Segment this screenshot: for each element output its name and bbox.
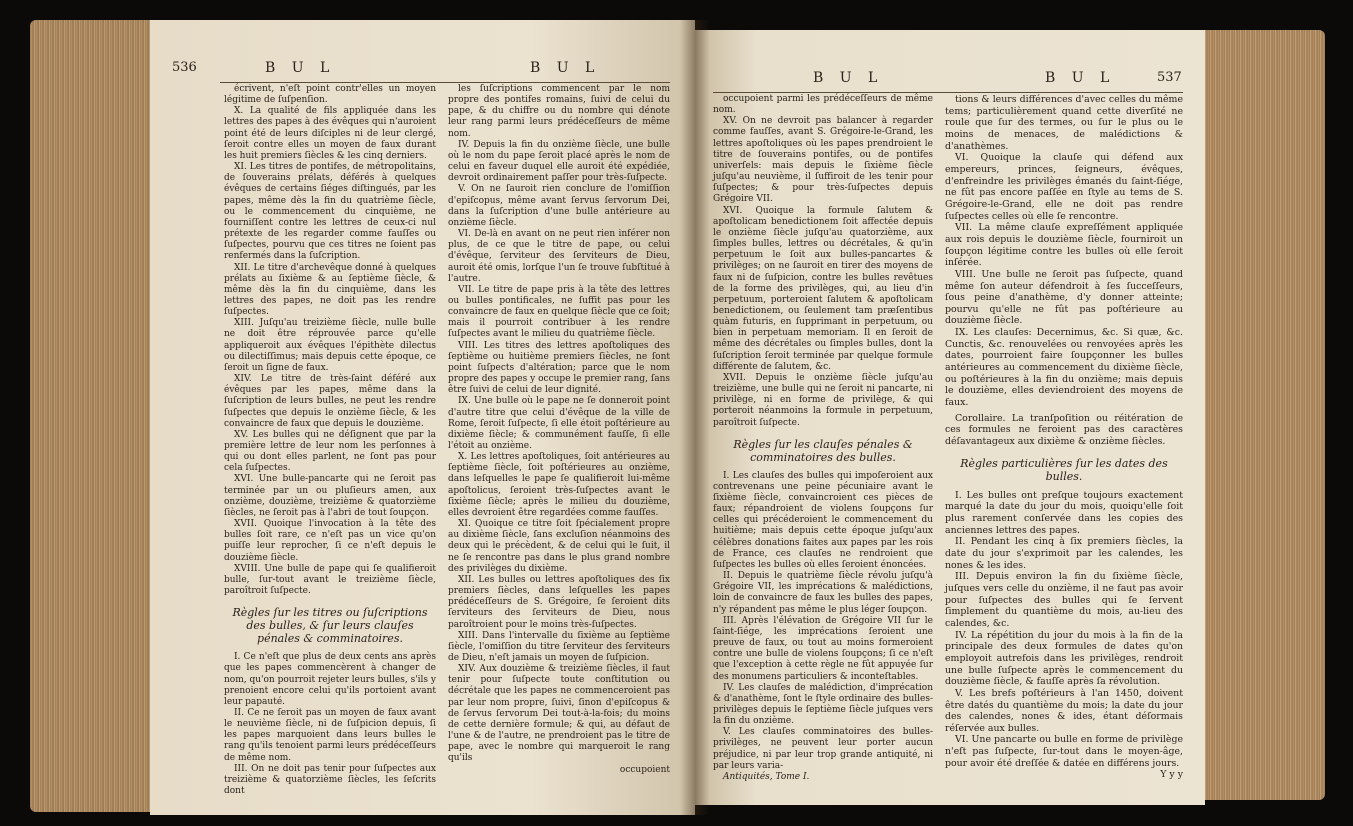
paragraph: les ſuſcriptions commencent par le nom propre des pontifes romains, ſuivi de celui du pape, & du chiffre ou du nombre qui dénote leur rang parmi leurs prédéceſſeurs de même nom.: [448, 84, 670, 139]
running-head: B U L: [265, 60, 336, 76]
paragraph: III. Après l'élévation de Grégoire VII ſur le ſaint-ſiége, les imprécations ſeroient une preuve de faux, ou tout au moins formeroient contre une bulle de violens ſoupçons; ſi ce n'eſt que l'exception à cette règle ne fût appuyée ſur des monumens particuliers & inconteſtables.: [713, 615, 933, 682]
paragraph: VII. Le titre de pape pris à la tête des lettres ou bulles pontificales, ne ſuffit pas pour les convaincre de faux en quelque ſiècle que ce ſoit; mais il pourroit contribuer à les rendre ſuſpectes avant le milieu du quatrième ſiècle.: [448, 284, 670, 340]
running-head: B U L: [1045, 70, 1116, 86]
paragraph: V. Les clauſes comminatoires des bulles-privilèges, ne peuvent leur porter aucun préjudice, ni par leur trop grande antiquité, ni par leurs varia-: [713, 727, 933, 771]
paragraph: XVI. Quoique la formule ſalutem & apoſtolicam benedictionem ſoit affectée depuis le onzième ſiècle juſqu'au quatorzième, aux ſimples bulles, lettres ou décrétales, & qu'in perpetuum le ſoit aux bulles-pancartes & privilèges; on ne ſauroit en tirer des moyens de faux ni de ſuſpicion, contre les bulles revêtues de la forme des privilèges, qui, au lieu d'in perpetuum, porteroient ſalutem & apoſtolicam benedictionem, ou ſeulement tam præſentibus quàm futuris, en ſupprimant in perpetuum, ou bien in perpetuam memoriam. Il en ſeroit de même des décrétales ou ſimples bulles, dont la ſuſcription ſeroit terminée par quelque formule différente de ſalutem, &c.: [713, 205, 933, 372]
paragraph: XVII. Depuis le onzième ſiècle juſqu'au treizième, une bulle qui ne ſeroit ni pancarte, ni privilège, ni en forme de privilège, & qui porteroit néanmoins la formule in perpetuum, paroîtroit ſuſpecte.: [713, 372, 933, 428]
paragraph: X. Les lettres apoſtoliques, ſoit antérieures au ſeptième ſiècle, ſoit poſtérieures au onzième, dans leſquelles le pape ſe qualifieroit lui-même apoſtolicus, ſeroient très-ſuſpectes avant le ſixième ſiècle; après le milieu du douzième, elles devroient être regardées comme fauſſes.: [448, 452, 670, 518]
left-page-edges: [30, 20, 150, 812]
paragraph: VIII. Les titres des lettres apoſtoliques des ſeptième ou huitième premiers ſiècles, ne ſont point ſuſpects d'altération; parce que le nom propre des papes y occupe le premier rang, ſans être ſuivi de celui de leur dignité.: [448, 340, 670, 396]
paragraph: occupoient parmi les prédéceſſeurs de même nom.: [713, 94, 933, 116]
right-page-edges: [1205, 30, 1325, 800]
paragraph: IV. Les clauſes de malédiction, d'imprécation & d'anathème, ſont le ſtyle ordinaire des bulles-privilèges depuis le ſeptième ſiècle juſques vers la fin du onzième.: [713, 682, 933, 727]
left-page: [150, 20, 695, 815]
running-head: B U L: [530, 60, 601, 76]
paragraph: V. Les brefs poſtérieurs à l'an 1450, doivent être datés du quantième du mois; la date du jour des calendes, nones & ides, étant déſormais réſervée aux bulles.: [945, 687, 1183, 734]
paragraph: XV. On ne devroit pas balancer à regarder comme fauſſes, avant S. Grégoire-le-Grand, les lettres apoſtoliques où les papes prendroient le titre de ſouverains pontifes, ou de pontifes univerſels: mais depuis le ſixième ſiècle juſqu'au neuvième, il ſuffiroit de les tenir pour ſuſpectes; & pour très-ſuſpectes depuis Grégoire VII.: [713, 116, 933, 205]
paragraph: IV. La répétition du jour du mois à la fin de la principale des deux formules de dates qu'on employoit autrefois dans les privilèges, rendroit une bulle ſuſpecte après le commencement du douzième ſiècle, & fauſſe après ſa révolution.: [945, 629, 1183, 688]
paragraph-group: [945, 94, 1183, 409]
paragraph: VIII. Une bulle ne ſeroit pas ſuſpecte, quand même ſon auteur défendroit à ſes ſucceſſeurs, ſous peine d'anathème, d'y donner atteinte; pourvu qu'elle ne fût pas poſtérieure au douzième ſiècle.: [945, 268, 1183, 327]
book-gutter: [680, 20, 710, 815]
paragraph-group: [713, 94, 933, 429]
paragraph: II. Depuis le quatrième ſiècle révolu juſqu'à Grégoire VII, les imprécations & malédictions, loin de convaincre de faux les bulles des papes, n'y répandent pas même le plus léger ſoupçon.: [713, 571, 933, 615]
section-heading: Règles ſur les titres ou ſuſcriptions des bulles, & ſur leurs clauſes pénales & comminatoires.: [232, 606, 428, 646]
paragraph: X. La qualité de fils appliquée dans les lettres des papes à des évêques qui n'auroient point été de leurs diſciples ni de leur clergé, ſeroit contre elles un moyen de faux durant les huit premiers ſiècles & les cinq derniers.: [224, 106, 436, 161]
head-rule: [220, 82, 670, 83]
paragraph: XII. Les bulles ou lettres apoſtoliques des ſix premiers ſiècles, dans leſquelles les papes prédéceſſeurs de S. Grégoire, ſe ſeroient dits ſerviteurs des ſerviteurs de Dieu, nous paroîtroient pour le moins très-ſuſpectes.: [448, 574, 670, 630]
head-rule: [713, 92, 1183, 93]
corollary: Corollaire. La tranſpoſition ou réitération de ces formules ne feroient pas des caractères déſavantageux aux dixième & onzième ſiècles.: [945, 412, 1183, 448]
paragraph-group: [945, 490, 1183, 770]
right-page: [695, 30, 1205, 805]
paragraph-group: [448, 84, 670, 765]
paragraph: III. Depuis environ la fin du ſixième ſiècle, juſques vers celle du onzième, il ne faut pas avoir pour ſuſpectes des bulles qui ſe ſervent ſimplement du quantième du mois, au-lieu des calendes, &c.: [945, 571, 1183, 629]
paragraph: XI. Quoique ce titre ſoit ſpécialement propre au dixième ſiècle, ſans excluſion néanmoins des deux qui le précèdent, & de celui qui le ſuit, il ne ſe rencontre pas dans le plus grand nombre des privilèges du dixième.: [448, 519, 670, 574]
paragraph: XIV. Aux douzième & treizième ſiècles, il faut tenir pour ſuſpecte toute conſtitution ou décrétale que les papes ne commenceroient pas par leur nom propre, ſuivi, ſinon d'epiſcopus & de ſervus ſervorum Dei tout-à-la-fois; du moins de cette dernière formule; & qui, au défaut de l'une & de l'autre, ne prendroient pas le titre de pape, avec le nombre qui marqueroit le rang qu'ils: [448, 664, 670, 764]
paragraph: XIII. Juſqu'au treizième ſiècle, nulle bulle ne doit être réprouvée parce qu'elle appliqueroit aux évêques l'épithète dilectus ou dilectiſſimus; mais depuis cette époque, ce ſeroit un ſigne de faux.: [224, 318, 436, 373]
paragraph: II. Ce ne ſeroit pas un moyen de faux avant le neuvième ſiècle, ni de ſuſpicion depuis, ſi les papes marquoient dans leurs bulles le rang qu'ils tenoient parmi leurs prédéceſſeurs de même nom.: [224, 707, 436, 763]
paragraph: III. On ne doit pas tenir pour ſuſpectes aux treizième & quatorzième ſiècles, les ſeſcrits dont: [224, 763, 436, 797]
paragraph: XVI. Une bulle-pancarte qui ne ſeroit pas terminée par un ou pluſieurs amen, aux onzième, douzième, treizième & quatorzième ſiècles, ne ſeroit pas à l'abri de tout ſoupçon.: [224, 474, 436, 518]
paragraph: écrivent, n'eſt point contr'elles un moyen légitime de ſuſpenſion.: [224, 84, 436, 106]
running-head: B U L: [813, 70, 884, 86]
paragraph: I. Les clauſes des bulles qui impoſeroient aux contrevenans une peine pécuniaire avant le ſixième ſiècle, convaincroient ces pièces de faux; répandroient de violens ſoupçons ſur celles qui précéderoient le commencement du huitième; mais depuis cette époque juſqu'aux célèbres donations faites aux papes par les rois de France, ces clauſes ne rendroient que ſuſpectes les bulles où elles ſeroient énoncées.: [713, 470, 933, 570]
left-column-2: [448, 84, 670, 804]
page-footer: Antiquités, Tome I.: [723, 771, 810, 782]
paragraph: XI. Les titres de pontifes, de métropolitains, de ſouverains prélats, déférés à quelques évêques de certains ſiéges diſtingués, par les papes, même dès la fin du quatrième ſiècle, ou le commencement du cinquième, ne fourniſſent contre les lettres de ceux-ci nul prétexte de les regarder comme fauſſes ou ſuſpectes, pourvu que ces titres ne ſoient pas renfermés dans la ſuſcription.: [224, 162, 436, 262]
paragraph: I. Ce n'eſt que plus de deux cents ans après que les papes commencèrent à changer de nom, qu'on pourroit rejeter leurs bulles, s'ils y prenoient encore celui qu'ils portoient avant leur papauté.: [224, 652, 436, 707]
signature-mark: Y y y: [1160, 769, 1183, 781]
paragraph: VI. De-là en avant on ne peut rien inférer non plus, de ce que le titre de pape, ou celui d'évêque, ſerviteur des ſerviteurs de Dieu, auroit été omis, lorſque l'un ſe trouve ſubſtitué à l'autre.: [448, 229, 670, 284]
paragraph-group: [224, 84, 436, 597]
paragraph: I. Les bulles ont preſque toujours exactement marqué la date du jour du mois, quoiqu'elle ſoit plus rarement conſervée dans les copies des anciennes lettres des papes.: [945, 489, 1183, 536]
page-number: 537: [1157, 70, 1182, 85]
paragraph: VI. Quoique la clauſe qui défend aux empereurs, princes, ſeigneurs, évêques, d'enfreindre les privilèges émanés du ſaint-ſiége, ne fût pas encore paſſée en ſtyle au tems de S. Grégoire-le-Grand, elle ne doit pas rendre ſuſpectes celles où elle ſe rencontre.: [945, 152, 1183, 222]
paragraph: VI. Une pancarte ou bulle en forme de privilège n'eſt pas ſuſpecte, ſur-tout dans le moyen-âge, pour avoir été dreſſée & datée en différens jours.: [945, 734, 1183, 769]
paragraph: IV. Depuis la fin du onzième ſiècle, une bulle où le nom du pape ſeroit placé après le nom de celui en faveur duquel elle auroit été expédiée, devroit ordinairement paſſer pour très-ſuſpecte.: [448, 139, 670, 184]
paragraph: IX. Les clauſes: Decernimus, &c. Si quæ, &c. Cunctis, &c. renouvelées ou renvoyées après les dates, pourroient faire ſoupçonner les bulles antérieures au commencement du dixième ſiècle, ou poſtérieures à la fin du onzième; mais depuis le douzième, elles deviendroient des moyens de faux.: [945, 327, 1183, 409]
paragraph: XIV. Le titre de très-ſaint déféré aux évêques par les papes, même dans la ſuſcription de leurs bulles, ne peut les rendre ſuſpectes que depuis le onzième ſiècle, & les convaincre de faux que depuis le douzième.: [224, 374, 436, 429]
paragraph: VII. La même clauſe expreſſément appliquée aux rois depuis le douzième ſiècle, fourniroit un ſoupçon légitime contre les bulles où elle ſeroit inſérée.: [945, 222, 1183, 269]
paragraph: tions & leurs différences d'avec celles du même tems; particulièrement quand cette diverſité ne roule que ſur des termes, ou ſur le plus ou le moins de menaces, de malédictions & d'anathèmes.: [945, 94, 1183, 152]
page-number: 536: [172, 60, 197, 75]
paragraph: V. On ne ſauroit rien conclure de l'omiſſion d'epiſcopus, même avant ſervus ſervorum Dei, dans la ſuſcription d'une bulle antérieure au onzième ſiècle.: [448, 184, 670, 228]
paragraph-group: [713, 471, 933, 772]
paragraph: XV. Les bulles qui ne déſignent que par la première lettre de leur nom les perſonnes à qui ou dont elles parlent, ne ſont pas pour cela ſuſpectes.: [224, 429, 436, 474]
right-column-2: [945, 94, 1183, 794]
paragraph: XVII. Quoique l'invocation à la tête des bulles ſoit rare, ce n'eſt pas un vice qu'on puiſſe leur reprocher, ſi ce n'eſt depuis le douzième ſiècle.: [224, 519, 436, 563]
section-heading: Règles particulières ſur les dates des bulles.: [960, 456, 1168, 483]
paragraph: XVIII. Une bulle de pape qui ſe qualifieroit bulle, ſur-tout avant le treizième ſiècle, paroîtroit ſuſpecte.: [224, 563, 436, 597]
left-column-1: [224, 84, 436, 804]
paragraph: XIII. Dans l'intervalle du ſixième au ſeptième ſiècle, l'omiſſion du titre ſerviteur des ſerviteurs de Dieu, n'eſt jamais un moyen de ſuſpicion.: [448, 630, 670, 663]
paragraph: II. Pendant les cinq à ſix premiers ſiècles, la date du jour s'exprimoit par les calendes, les nones & les ides.: [945, 536, 1183, 571]
catchword: occupoient: [619, 764, 670, 775]
paragraph-group: [224, 652, 436, 797]
paragraph: IX. Une bulle où le pape ne ſe donneroit point d'autre titre que celui d'évêque de la ville de Rome, ſeroit ſuſpecte, ſi elle étoit poſtérieure au dixième ſiècle; & communément fauſſe, ſi elle l'étoit au onzième.: [448, 396, 670, 451]
paragraph: XII. Le titre d'archevêque donné à quelques prélats au ſixième & au ſeptième ſiècle, & même dès la fin du cinquième, dans les lettres des papes, ne doit pas les rendre ſuſpectes.: [224, 262, 436, 318]
right-column-1: [713, 94, 933, 794]
section-heading: Règles ſur les clauſes pénales & comminatoires des bulles.: [733, 437, 913, 464]
